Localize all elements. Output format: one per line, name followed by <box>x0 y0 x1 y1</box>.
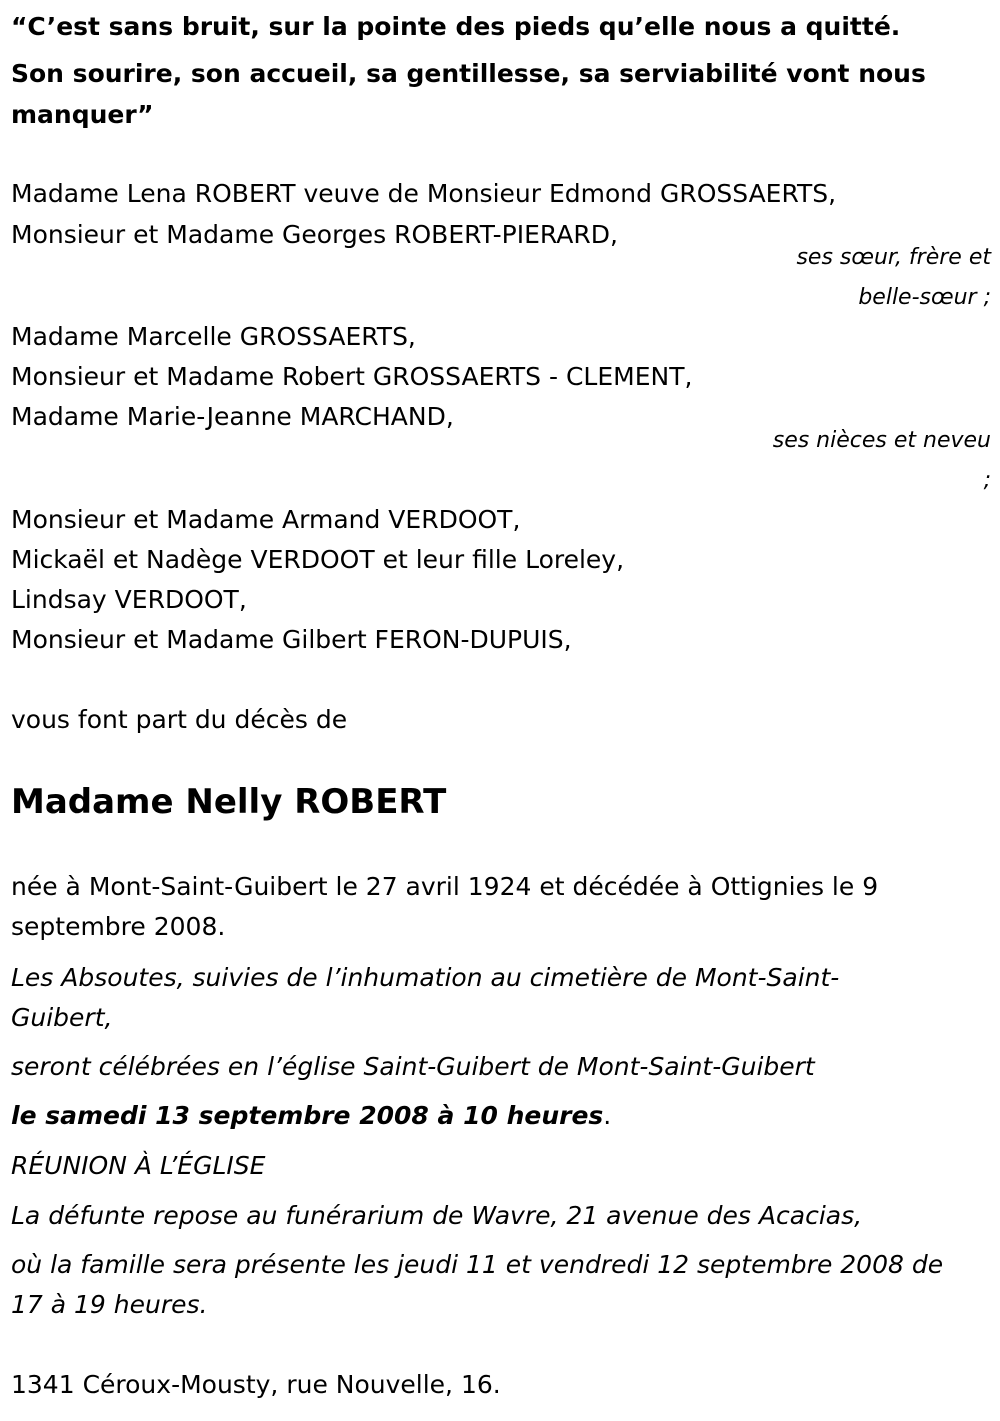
relation-label: ses nièces et neveu <box>772 428 991 453</box>
family-member: Madame Marcelle GROSSAERTS, <box>11 322 416 351</box>
ceremony-date-line <box>11 1101 611 1131</box>
ceremony-date: le samedi 13 septembre 2008 à 10 heures <box>11 1101 604 1130</box>
church-line: seront célébrées en l’église Saint-Guibert de Mont-Saint-Guibert <box>11 1052 815 1081</box>
absoutes-line-1: Les Absoutes, suivies de l’inhumation au cimetière de Mont-Saint- <box>11 963 840 992</box>
quote-line-1: “C’est sans bruit, sur la pointe des pieds qu’elle nous a quitté. <box>11 12 901 41</box>
deceased-name: Madame Nelly ROBERT <box>11 782 447 822</box>
quote-line-2: Son sourire, son accueil, sa gentillesse, sa serviabilité vont nous <box>11 59 926 88</box>
visit-line-2: 17 à 19 heures. <box>11 1290 208 1319</box>
absoutes-line-2: Guibert, <box>11 1003 113 1032</box>
visit-line-1: où la famille sera présente les jeudi 11 et vendredi 12 septembre 2008 de <box>11 1250 944 1279</box>
family-member: Madame Lena ROBERT veuve de Monsieur Edmond GROSSAERTS, <box>11 179 837 208</box>
family-member: Mickaël et Nadège VERDOOT et leur fille Loreley, <box>11 545 625 574</box>
family-member: Monsieur et Madame Armand VERDOOT, <box>11 505 521 534</box>
reunion-text: RÉUNION À L’ÉGLISE <box>11 1151 266 1180</box>
ceremony-date-suffix: . <box>603 1101 612 1130</box>
family-member: Monsieur et Madame Robert GROSSAERTS - CLEMENT, <box>11 362 693 391</box>
family-member: Lindsay VERDOOT, <box>11 585 247 614</box>
relation-label: ses sœur, frère et <box>796 245 991 270</box>
announcement-text: vous font part du décès de <box>11 705 348 734</box>
birth-death-line-1: née à Mont-Saint-Guibert le 27 avril 1924 et décédée à Ottignies le 9 <box>11 872 879 901</box>
family-member: Madame Marie-Jeanne MARCHAND, <box>11 402 454 431</box>
relation-label: belle-sœur ; <box>858 285 991 310</box>
birth-death-line-2: septembre 2008. <box>11 912 226 941</box>
relation-label: ; <box>983 468 991 493</box>
address: 1341 Céroux-Mousty, rue Nouvelle, 16. <box>11 1370 501 1399</box>
repose-text: La défunte repose au funérarium de Wavre, 21 avenue des Acacias, <box>11 1201 863 1230</box>
quote-line-3: manquer” <box>11 100 154 129</box>
family-member: Monsieur et Madame Georges ROBERT-PIERARD, <box>11 220 618 249</box>
family-member: Monsieur et Madame Gilbert FERON-DUPUIS, <box>11 625 572 654</box>
